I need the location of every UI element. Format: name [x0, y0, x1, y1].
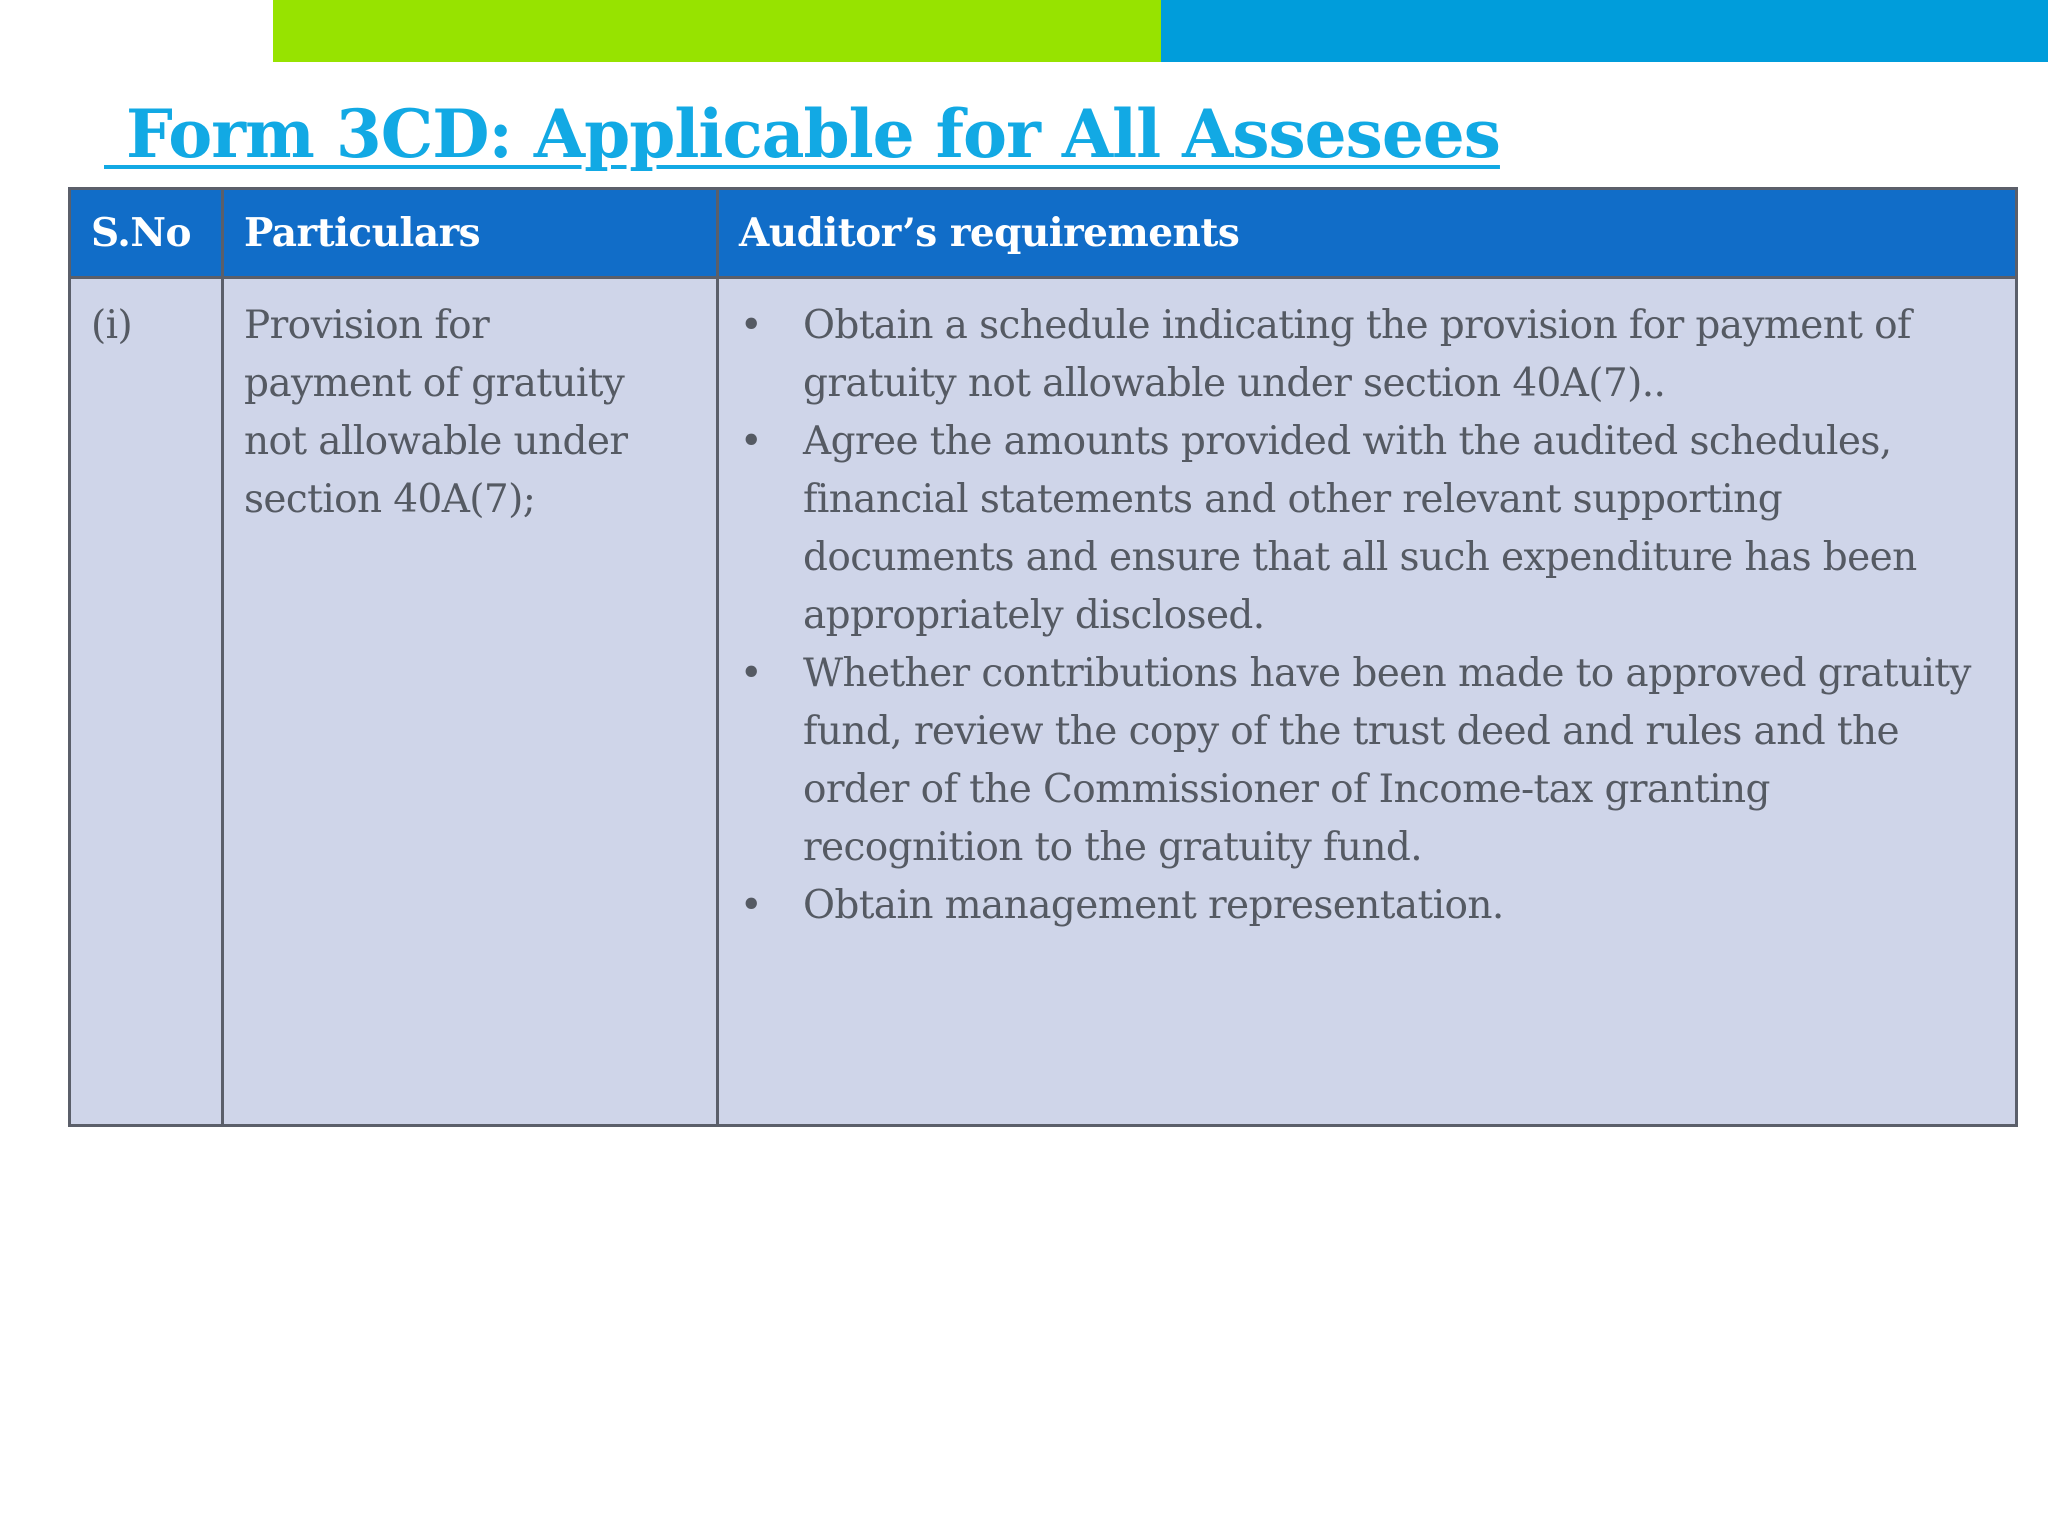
slide-title: Form 3CD: Applicable for All Assesees	[104, 95, 1500, 173]
requirement-text: Obtain a schedule indicating the provision for payment of gratuity not allowable under section 40A(7)..	[803, 303, 1911, 406]
requirements-table	[68, 187, 2018, 1127]
cell-requirements	[718, 278, 2017, 1126]
bullet-icon: •	[739, 419, 763, 464]
top-accent-bar-blue	[1161, 0, 2048, 62]
table-row	[70, 278, 2017, 1126]
requirement-text: Agree the amounts provided with the audited schedules, financial statements and other relevant supporting documents and ensure that all such expenditure has been appropriately disclosed.	[803, 419, 1917, 638]
bullet-icon: •	[739, 883, 763, 928]
requirement-text: Whether contributions have been made to approved gratuity fund, review the copy of the trust deed and rules and the order of the Commissioner of Income-tax granting recognition to the gratuity fund.	[803, 651, 1971, 870]
bullet-icon: •	[739, 651, 763, 696]
cell-sno: (i)	[70, 278, 223, 1126]
header-requirements: Auditor’s requirements	[718, 189, 2017, 278]
header-particulars: Particulars	[223, 189, 718, 278]
top-accent-bar-green	[273, 0, 1161, 62]
requirements-list	[739, 297, 1995, 935]
header-sno: S.No	[70, 189, 223, 278]
cell-particulars: Provision for payment of gratuity not allowable under section 40A(7);	[223, 278, 718, 1126]
list-item	[739, 297, 1995, 413]
requirement-text: Obtain management representation.	[803, 883, 1504, 928]
bullet-icon: •	[739, 303, 763, 348]
list-item	[739, 877, 1995, 935]
list-item	[739, 413, 1995, 645]
list-item	[739, 645, 1995, 877]
table-header-row	[70, 189, 2017, 278]
